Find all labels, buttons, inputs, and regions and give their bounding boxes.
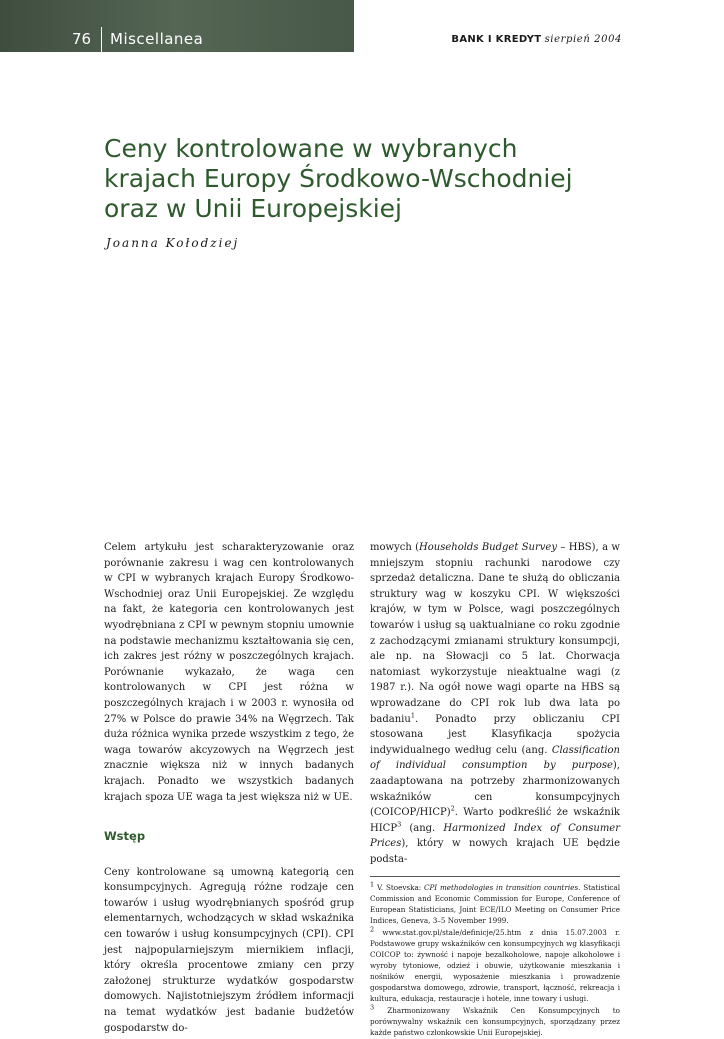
footnote-ref-3: 3	[397, 820, 402, 829]
right-column	[370, 540, 620, 1039]
page-number: 76	[72, 30, 92, 48]
footnote-mark: 2	[370, 926, 375, 935]
body-text-italic: Harmonized Index of Consumer Prices	[370, 822, 620, 850]
footnote-mark: 3	[370, 1004, 375, 1013]
abstract-paragraph: Celem artykułu jest scharakteryzowanie oraz porównanie zakresu i wag cen kontrolowanych w CPI w wybranych krajach Europy Środkowo-Wschodniej oraz Unii Europejskiej. Ze względu na fakt, że kategoria cen kontrolowanych jest wyodrębniana z CPI w pewnym stopniu umownie na podstawie mechanizmu kształtowania się cen, ich zakres jest różny w poszczególnych krajach. Porównanie wykazało, że waga cen kontrolowanych w CPI jest różna w poszczególnych krajach i w 2003 r. wynosiła od 27% w Polsce do prawie 34% na Węgrzech. Tak duża różnica wynika przede wszystkim z tego, że waga towarów akcyzowych na Węgrzech jest znacznie większa niż w innych badanych krajach. Ponadto we wszystkich badanych krajach spoza UE waga ta jest większa niż w UE.	[104, 542, 354, 803]
footnote-1	[370, 882, 620, 926]
body-text: . Warto podkreślić że wskaźnik HICP	[370, 807, 620, 834]
footnote-text-italic: CPI methodologies in transition countries.	[423, 883, 581, 893]
body-text: – HBS), a w mniejszym stopniu rachunki narodowe czy sprzedaż detaliczna. Dane te służą do obliczania struktury wag w koszyku CPI. W większości krajów, w tym w Polsce, wagi poszczególnych towarów i usług są uaktualniane co roku zgodnie z zachodzącymi zmianami struktury konsumpcji, ale np. na Słowacji co 5 lat. Chorwacja natomiast wykorzystuje nieaktualne wagi (z 1987 r.). Na ogół nowe wagi oparte na HBS są wprowadzane do CPI rok lub dwa lata po badaniu	[370, 542, 620, 725]
footnote-text: www.stat.gov.pl/stale/definicje/25.htm z dnia 15.07.2003 r. Podstawowe grupy wskaźników cen konsumpcyjnych wg klasyfikacji COICOP to: żywność i napoje bezalkoholowe, napoje alkoholowe i wyroby tytoniowe, odzież i obuwie, użytkowanie mieszkania i nośników energii, wyposażenie mieszkania i prowadzenie gospodarstwa domowego, zdrowie, transport, łączność, rekreacja i kultura, edukacja, restauracje i hotele, inne towary i usługi.	[370, 928, 620, 1004]
journal-issue: sierpień 2004	[544, 34, 622, 45]
left-column	[104, 540, 354, 1036]
body-text-italic: Classification of individual consumption by purpose	[370, 744, 620, 772]
article-title-line-3: oraz w Unii Europejskiej	[104, 194, 402, 223]
footnote-text: V. Stoevska:	[374, 883, 424, 893]
section-name: Miscellanea	[110, 30, 204, 48]
footnote-3	[370, 1005, 620, 1038]
body-text: mowych (	[370, 542, 420, 553]
footnote-separator	[370, 876, 620, 877]
body-text: . Ponadto przy obliczaniu CPI stosowana jest Klasyfikacja spożycia indywidualnego według celu (ang.	[370, 713, 620, 756]
footnote-ref-1: 1	[410, 711, 415, 720]
article-title	[104, 134, 664, 224]
body-text: ), zaadaptowana na potrzeby zharmonizowanych wskaźników cen konsumpcyjnych (COICOP/HICP)	[370, 760, 620, 819]
footnote-ref-2: 2	[450, 804, 455, 813]
section-heading-intro: Wstęp	[104, 829, 146, 844]
article-title-line-2: krajach Europy Środkowo-Wschodniej	[104, 164, 573, 193]
body-text: (ang.	[401, 822, 444, 834]
intro-paragraph: Ceny kontrolowane są umowną kategorią cen konsumpcyjnych. Agregują różne rodzaje cen towarów i usług wyodrębnianych spośród grup elementarnych, wchodzących w skład wskaźnika cen towarów i usług konsumpcyjnych (CPI). CPI jest najpopularniejszym miernikiem inflacji, który określa procentowe zmiany cen przy założonej strukturze wydatków gospodarstw domowych. Najistotniejszym źródłem informacji na temat wydatków jest badanie budżetów gospodarstw do-	[104, 866, 354, 1034]
article-title-line-1: Ceny kontrolowane w wybranych	[104, 134, 518, 163]
journal-info	[451, 34, 622, 45]
footnote-2	[370, 927, 620, 1004]
footnotes	[370, 882, 620, 1038]
journal-name: BANK I KREDYT	[451, 34, 542, 45]
article-author: Joanna Kołodziej	[106, 236, 240, 250]
body-text-italic: Households Budget Survey	[419, 542, 557, 553]
footnote-mark: 1	[370, 881, 375, 890]
header-divider	[101, 27, 102, 52]
body-text: ), który w nowych krajach UE będzie podsta-	[370, 838, 620, 865]
footnote-text: Zharmonizowany Wskaźnik Cen Konsumpcyjnych to porównywalny wskaźnik cen konsumpcyjnych, sporządzany przez każde państwo członkowskie Unii Europejskiej.	[370, 1006, 620, 1038]
footnote-text: Statistical Commission and Economic Commission for Europe, Conference of European Statisticians, Joint ECE/ILO Meeting on Consumer Price Indices, Geneva, 3–5 November 1999.	[370, 883, 620, 926]
body-paragraph	[370, 540, 620, 867]
